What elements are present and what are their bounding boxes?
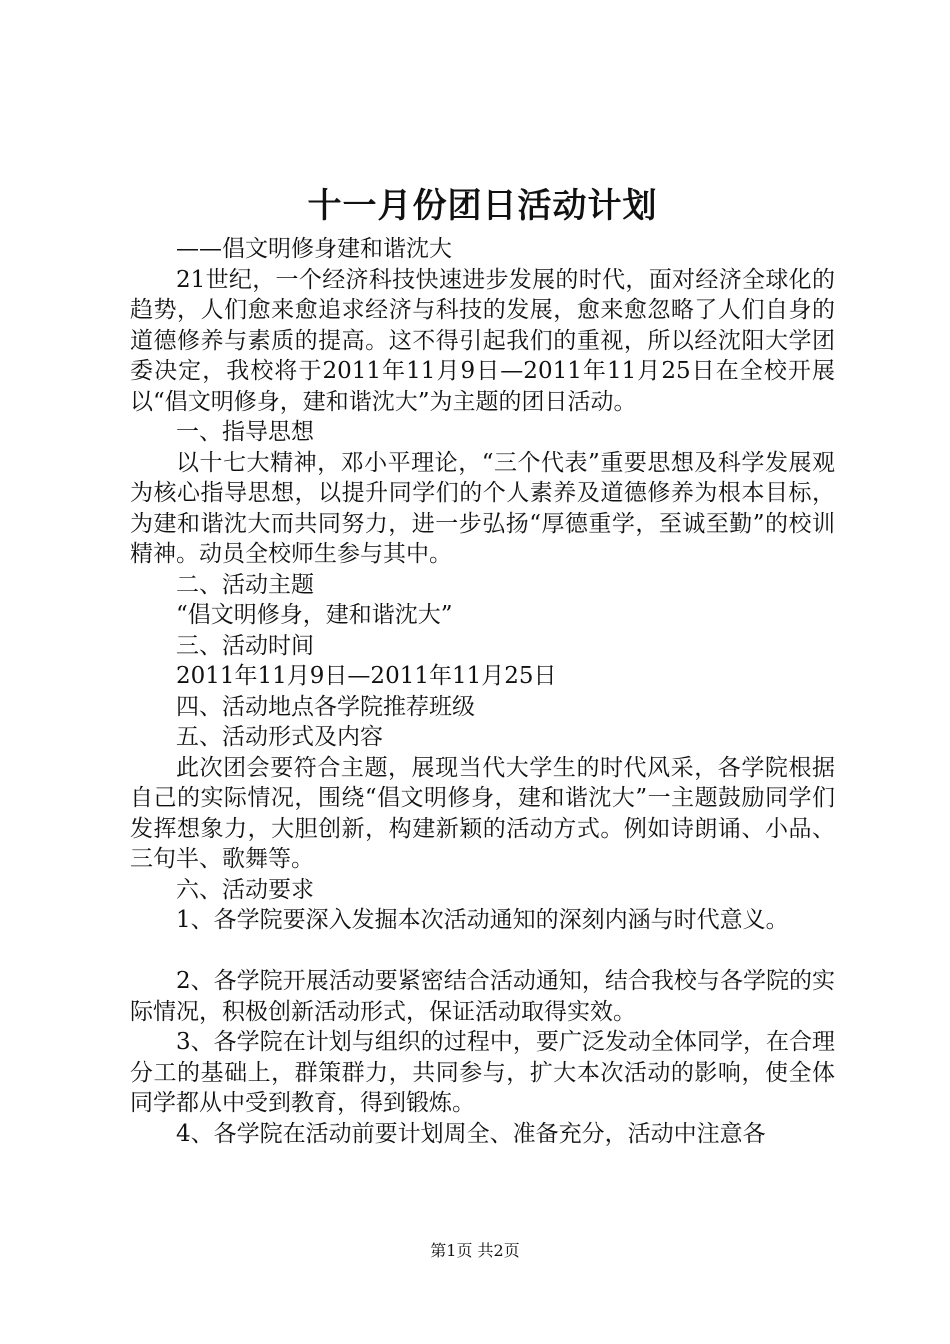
section-body-guiding-thought: 以十七大精神，邓小平理论，“三个代表”重要思想及科学发展观为核心指导思想，以提升同学们的个人素养及道德修养为根本目标，为建和谐沈大而共同努力，进一步弘扬“厚德重学，至诚至勤”的校训精神。动员全校师生参与其中。 <box>130 449 835 567</box>
section-body-theme: “倡文明修身，建和谐沈大” <box>176 602 453 628</box>
requirement-item-4: 4、各学院在活动前要计划周全、准备充分，活动中注意各 <box>176 1120 766 1147</box>
section-heading-guiding-thought: 一、指导思想 <box>176 419 314 445</box>
section-heading-form: 五、活动形式及内容 <box>176 724 383 750</box>
section-heading-requirements: 六、活动要求 <box>176 876 314 903</box>
requirement-item-2: 2、各学院开展活动要紧密结合活动通知，结合我校与各学院的实际情况，积极创新活动形式，保证活动取得实效。 <box>130 968 835 1025</box>
page-footer: 第1页 共2页 <box>430 1241 520 1260</box>
section-body-time: 2011年11月9日—2011年11月25日 <box>176 663 557 689</box>
document-page <box>130 180 835 1149</box>
blank-line <box>130 936 835 967</box>
requirement-item-3: 3、各学院在计划与组织的过程中，要广泛发动全体同学，在合理分工的基础上，群策群力，共同参与，扩大本次活动的影响，使全体同学都从中受到教育，得到锻炼。 <box>130 1029 835 1116</box>
document-subtitle: ——倡文明修身建和谐沈大 <box>176 236 452 262</box>
intro-paragraph: 21世纪，一个经济科技快速进步发展的时代，面对经济全球化的趋势，人们愈来愈追求经济与科技的发展，愈来愈忽略了人们自身的道德修养与素质的提高。这不得引起我们的重视，所以经沈阳大学团委决定，我校将于2011年11月9日—2011年11月25日在全校开展以“倡文明修身，建和谐沈大”为主题的团日活动。 <box>130 266 835 415</box>
requirement-item-1: 1、各学院要深入发掘本次活动通知的深刻内涵与时代意义。 <box>176 907 789 933</box>
section-heading-time: 三、活动时间 <box>176 632 314 659</box>
section-heading-theme: 二、活动主题 <box>176 571 314 598</box>
section-body-form: 此次团会要符合主题，展现当代大学生的时代风采，各学院根据自己的实际情况，围绕“倡文明修身，建和谐沈大”一主题鼓励同学们发挥想象力，大胆创新，构建新颖的活动方式。例如诗朗诵、小品、三句半、歌舞等。 <box>130 754 835 872</box>
section-heading-location: 四、活动地点各学院推荐班级 <box>176 693 475 720</box>
document-title: 十一月份团日活动计划 <box>307 186 658 226</box>
